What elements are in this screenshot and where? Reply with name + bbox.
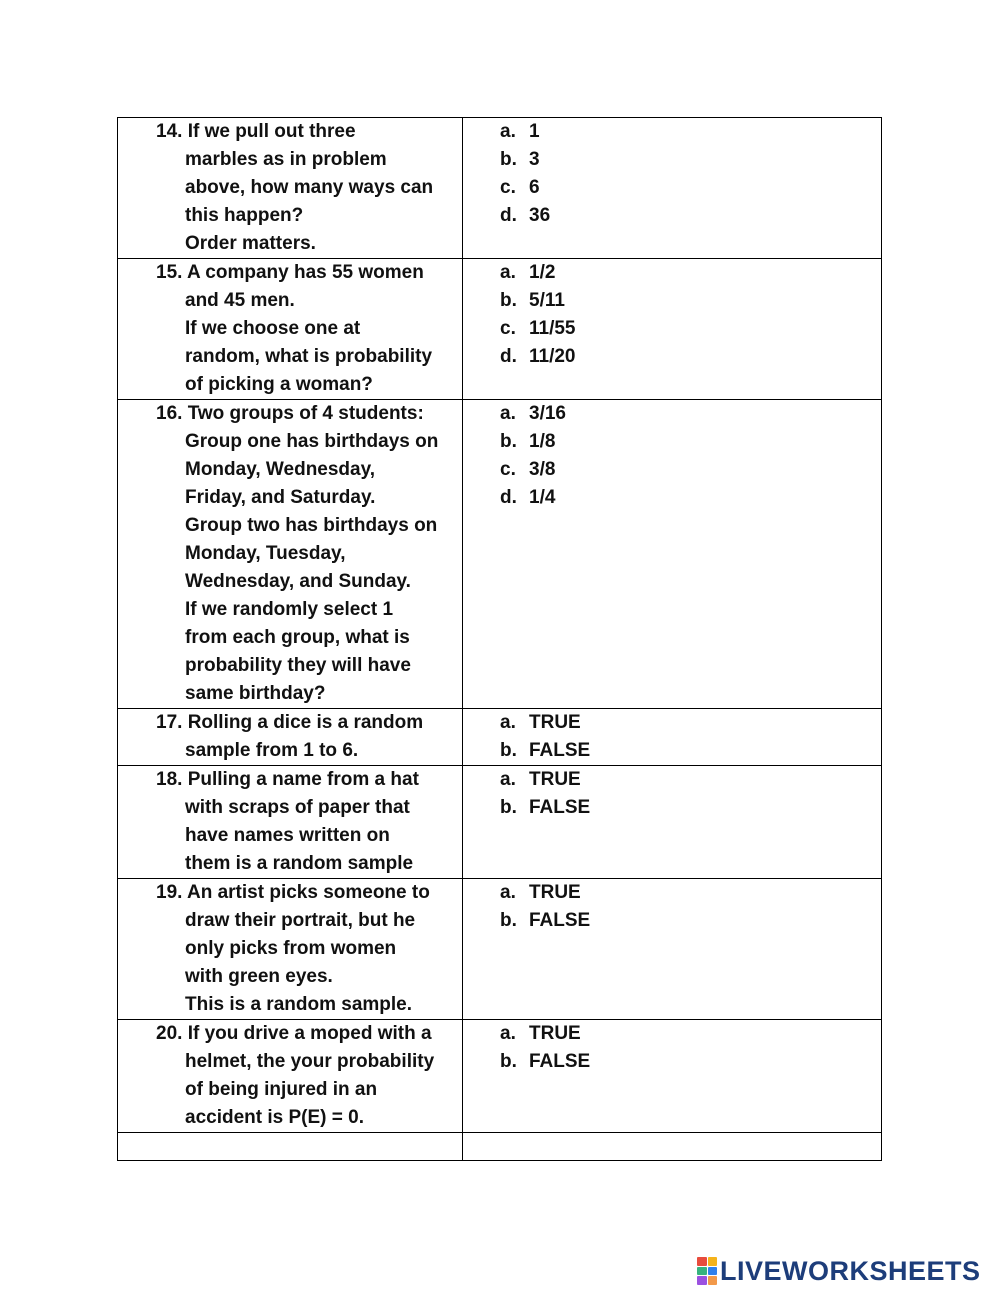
answer-options-cell xyxy=(463,766,882,879)
option-text: 1 xyxy=(529,121,540,142)
option-letter: b. xyxy=(500,797,517,818)
question-cell xyxy=(118,1020,463,1133)
answer-option[interactable] xyxy=(500,400,881,428)
option-letter: c. xyxy=(500,459,516,480)
logo-mark-square xyxy=(708,1276,718,1285)
question-cell xyxy=(118,118,463,259)
answer-options-cell xyxy=(463,709,882,766)
option-text: 1/4 xyxy=(529,487,556,508)
logo-mark-square xyxy=(708,1257,718,1266)
question-text-line: draw their portrait, but he xyxy=(185,910,416,931)
option-letter: b. xyxy=(500,740,517,761)
question-text: 17. Rolling a dice is a random xyxy=(156,712,424,733)
option-text: 11/55 xyxy=(529,318,576,339)
logo-mark-square xyxy=(697,1267,707,1276)
option-letter: b. xyxy=(500,149,517,170)
question-text-line: If we randomly select 1 xyxy=(185,599,394,620)
answer-option[interactable] xyxy=(500,1020,881,1048)
answer-option[interactable] xyxy=(500,259,881,287)
option-text: 5/11 xyxy=(529,290,565,311)
option-letter: a. xyxy=(500,262,516,283)
liveworksheets-logo xyxy=(697,1254,981,1288)
logo-text: LIVEWORKSHEETS xyxy=(720,1255,981,1286)
question-cell xyxy=(118,879,463,1020)
option-text: 3/16 xyxy=(529,403,566,424)
answer-options-cell xyxy=(463,259,882,400)
option-letter: c. xyxy=(500,318,516,339)
question-text-line: probability they will have xyxy=(185,655,411,676)
answer-option[interactable] xyxy=(500,907,881,935)
question-text-line: this happen? xyxy=(185,205,304,226)
option-letter: a. xyxy=(500,121,516,142)
option-text: TRUE xyxy=(529,1023,581,1044)
option-text: TRUE xyxy=(529,882,581,903)
question-text-line: them is a random sample xyxy=(185,853,414,874)
question-text: 20. If you drive a moped with a xyxy=(156,1023,432,1044)
option-text: 11/20 xyxy=(529,346,576,367)
answer-option[interactable] xyxy=(500,484,881,512)
answer-options-cell xyxy=(463,400,882,709)
answer-options-cell xyxy=(463,118,882,259)
option-letter: a. xyxy=(500,1023,516,1044)
option-letter: b. xyxy=(500,431,517,452)
answer-options-cell xyxy=(463,879,882,1020)
question-text-line: same birthday? xyxy=(185,683,326,704)
question-text: 19. An artist picks someone to xyxy=(156,882,430,903)
option-text: 3 xyxy=(529,149,540,170)
option-letter: b. xyxy=(500,1051,517,1072)
question-text-line: from each group, what is xyxy=(185,627,410,648)
empty-row xyxy=(118,1133,882,1161)
answer-options-cell xyxy=(463,1020,882,1133)
option-text: 6 xyxy=(529,177,540,198)
answer-option[interactable] xyxy=(500,202,881,230)
option-letter: b. xyxy=(500,910,517,931)
question-text: 15. A company has 55 women xyxy=(156,262,424,283)
option-letter: c. xyxy=(500,177,516,198)
question-cell xyxy=(118,766,463,879)
question-text-line: If we choose one at xyxy=(185,318,361,339)
question-row xyxy=(118,118,882,259)
option-text: 36 xyxy=(529,205,551,226)
empty-cell xyxy=(463,1133,882,1161)
question-row xyxy=(118,259,882,400)
answer-option[interactable] xyxy=(500,879,881,907)
option-letter: d. xyxy=(500,346,517,367)
question-text: 14. If we pull out three xyxy=(156,121,356,142)
question-text-line: accident is P(E) = 0. xyxy=(185,1107,364,1128)
answer-option[interactable] xyxy=(500,118,881,146)
question-text-line: Wednesday, and Sunday. xyxy=(185,571,411,592)
question-row xyxy=(118,766,882,879)
question-text-line: Order matters. xyxy=(185,233,316,254)
question-text: 16. Two groups of 4 students: xyxy=(156,403,424,424)
logo-mark-square xyxy=(708,1267,718,1276)
option-letter: b. xyxy=(500,290,517,311)
option-letter: d. xyxy=(500,487,517,508)
answer-option[interactable] xyxy=(500,709,881,737)
answer-option[interactable] xyxy=(500,456,881,484)
question-text-line: have names written on xyxy=(185,825,390,846)
question-text-line: of picking a woman? xyxy=(185,374,373,395)
answer-option[interactable] xyxy=(500,287,881,315)
answer-option[interactable] xyxy=(500,315,881,343)
option-text: FALSE xyxy=(529,1051,591,1072)
question-row xyxy=(118,879,882,1020)
question-text-line: random, what is probability xyxy=(185,346,433,367)
question-text-line: This is a random sample. xyxy=(185,994,413,1015)
empty-cell xyxy=(118,1133,463,1161)
answer-option[interactable] xyxy=(500,737,881,765)
logo-mark-icon xyxy=(697,1257,717,1285)
question-row xyxy=(118,400,882,709)
option-letter: a. xyxy=(500,403,516,424)
question-text-line: helmet, the your probability xyxy=(185,1051,435,1072)
question-text-line: Group two has birthdays on xyxy=(185,515,438,536)
option-letter: d. xyxy=(500,205,517,226)
question-text-line: with scraps of paper that xyxy=(185,797,410,818)
option-text: TRUE xyxy=(529,769,581,790)
question-text-line: and 45 men. xyxy=(185,290,295,311)
option-letter: a. xyxy=(500,769,516,790)
option-letter: a. xyxy=(500,712,516,733)
question-text-line: with green eyes. xyxy=(185,966,333,987)
answer-option[interactable] xyxy=(500,174,881,202)
answer-option[interactable] xyxy=(500,1048,881,1076)
option-text: FALSE xyxy=(529,740,591,761)
question-text-line: Monday, Wednesday, xyxy=(185,459,376,480)
option-letter: a. xyxy=(500,882,516,903)
answer-option[interactable] xyxy=(500,428,881,456)
question-text-line: of being injured in an xyxy=(185,1079,378,1100)
question-text-line: above, how many ways can xyxy=(185,177,434,198)
worksheet-rows xyxy=(118,118,882,1161)
question-text-line: Group one has birthdays on xyxy=(185,431,439,452)
question-cell xyxy=(118,259,463,400)
question-cell xyxy=(118,709,463,766)
question-text-line: Friday, and Saturday. xyxy=(185,487,376,508)
question-row xyxy=(118,1020,882,1133)
question-text-line: sample from 1 to 6. xyxy=(185,740,359,761)
answer-option[interactable] xyxy=(500,146,881,174)
option-text: FALSE xyxy=(529,910,591,931)
question-row xyxy=(118,709,882,766)
answer-option[interactable] xyxy=(500,794,881,822)
option-text: 3/8 xyxy=(529,459,556,480)
option-text: 1/8 xyxy=(529,431,556,452)
answer-option[interactable] xyxy=(500,766,881,794)
logo-mark-square xyxy=(697,1257,707,1266)
question-text-line: only picks from women xyxy=(185,938,397,959)
answer-option[interactable] xyxy=(500,343,881,371)
option-text: TRUE xyxy=(529,712,581,733)
option-text: 1/2 xyxy=(529,262,556,283)
question-text-line: Monday, Tuesday, xyxy=(185,543,346,564)
question-cell xyxy=(118,400,463,709)
logo-mark-square xyxy=(697,1276,707,1285)
worksheet-table xyxy=(117,117,882,1161)
question-text: 18. Pulling a name from a hat xyxy=(156,769,419,790)
question-text-line: marbles as in problem xyxy=(185,149,387,170)
option-text: FALSE xyxy=(529,797,591,818)
